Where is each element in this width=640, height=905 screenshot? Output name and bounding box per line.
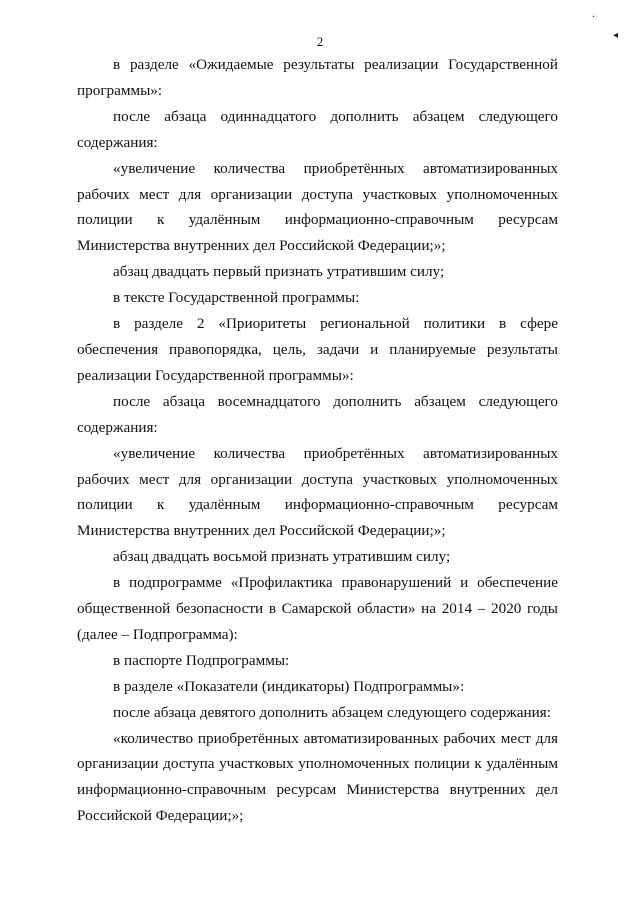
text-line: организации доступа участковых уполномоченных полиции к удалённым <box>77 755 558 773</box>
text-line: полиции к удалённым информационно-справочным ресурсам <box>77 496 558 514</box>
text-line: содержания: <box>77 418 158 436</box>
text-line: после абзаца одиннадцатого дополнить абзацем следующего <box>113 107 558 125</box>
text-line: после абзаца девятого дополнить абзацем следующего содержания: <box>113 703 551 721</box>
text-line: абзац двадцать первый признать утратившим силу; <box>113 263 445 281</box>
paragraph <box>77 700 558 726</box>
text-line: программы»: <box>77 81 163 99</box>
page-number: 2 <box>316 34 324 49</box>
text-line: «увеличение количества приобретённых автоматизированных <box>113 159 558 177</box>
text-line: обеспечения правопорядка, цель, задачи и планируемые результаты <box>77 340 558 358</box>
paragraph <box>77 52 558 104</box>
text-line: общественной безопасности в Самарской области» на 2014 – 2020 годы <box>77 600 558 618</box>
paragraph <box>77 544 558 570</box>
paragraph <box>77 674 558 700</box>
text-line: Министерства внутренних дел Российской Федерации;»; <box>77 237 446 255</box>
scan-mark-top: . <box>592 6 595 20</box>
text-line: рабочих мест для организации доступа участковых уполномоченных <box>77 470 558 488</box>
text-line: рабочих мест для организации доступа участковых уполномоченных <box>77 185 558 203</box>
paragraph <box>77 726 558 830</box>
paragraph <box>77 285 558 311</box>
paragraph <box>77 104 558 156</box>
paragraph <box>77 389 558 441</box>
text-line: после абзаца восемнадцатого дополнить абзацем следующего <box>113 392 558 410</box>
paragraph <box>77 259 558 285</box>
paragraph <box>77 156 558 260</box>
text-line: в тексте Государственной программы: <box>113 289 360 307</box>
paragraph <box>77 441 558 545</box>
text-line: в разделе «Ожидаемые результаты реализации Государственной <box>113 56 558 73</box>
text-line: реализации Государственной программы»: <box>77 366 354 384</box>
text-line: в паспорте Подпрограммы: <box>113 651 290 669</box>
text-line: информационно-справочным ресурсам Министерства внутренних дел <box>77 781 558 799</box>
text-line: полиции к удалённым информационно-справочным ресурсам <box>77 211 558 229</box>
scan-mark-corner: ◂ <box>613 30 619 41</box>
paragraph <box>77 311 558 389</box>
paragraph <box>77 648 558 674</box>
text-line: в разделе «Показатели (индикаторы) Подпрограммы»: <box>113 677 465 695</box>
text-line: в разделе 2 «Приоритеты региональной политики в сфере <box>113 315 558 333</box>
paragraph <box>77 570 558 648</box>
text-line: Российской Федерации;»; <box>77 807 244 825</box>
text-line: абзац двадцать восьмой признать утратившим силу; <box>113 548 451 566</box>
text-line: «количество приобретённых автоматизированных рабочих мест для <box>113 729 558 747</box>
document-body <box>77 52 558 829</box>
text-line: «увеличение количества приобретённых автоматизированных <box>113 444 558 462</box>
text-line: в подпрограмме «Профилактика правонарушений и обеспечение <box>113 574 558 592</box>
text-line: содержания: <box>77 133 158 151</box>
text-line: Министерства внутренних дел Российской Федерации;»; <box>77 522 446 540</box>
text-line: (далее – Подпрограмма): <box>77 625 238 643</box>
